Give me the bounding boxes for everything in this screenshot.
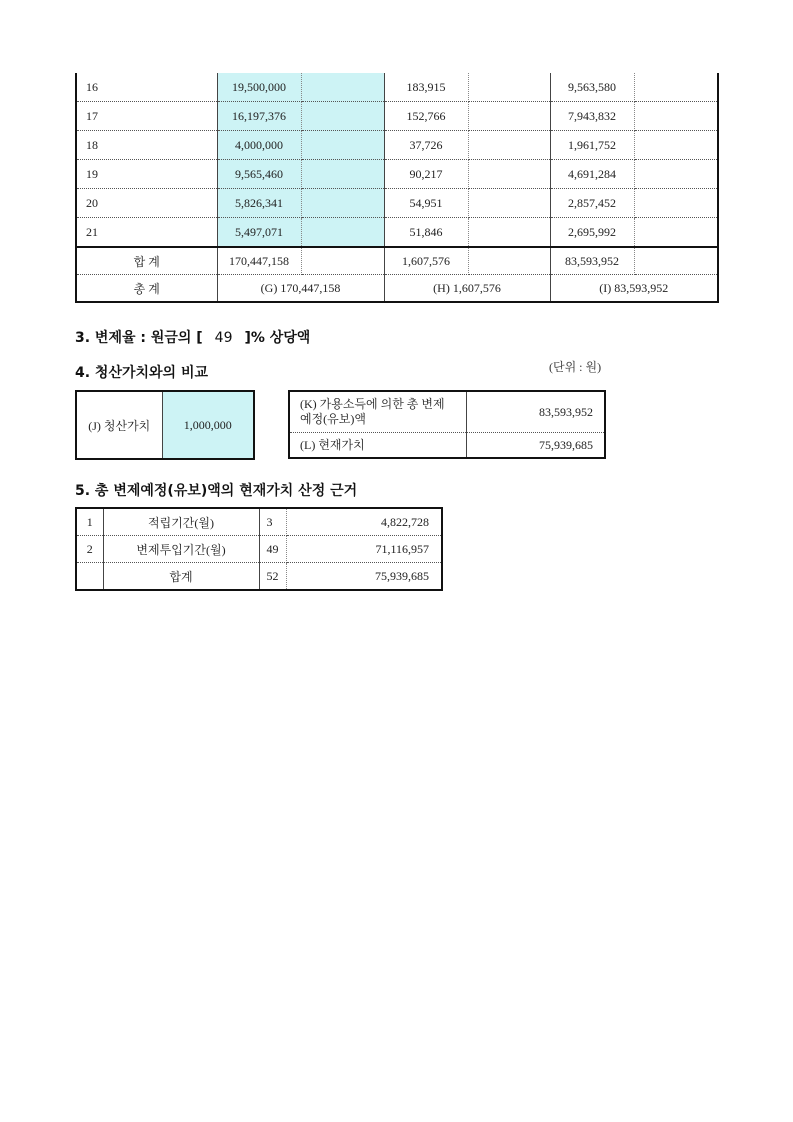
highlight-blank-cell: [301, 102, 384, 131]
unit-label: (단위 : 원): [549, 360, 602, 374]
table-row: [76, 102, 718, 131]
months-cell: 49: [259, 536, 286, 563]
total-repayment-label-line2: 예정(유보)액: [300, 412, 366, 426]
present-value: 75,939,685: [539, 437, 593, 452]
row-number: 20: [76, 189, 217, 218]
highlight-blank-cell: [301, 131, 384, 160]
principal-cell: 5,826,341: [217, 189, 301, 218]
interest-cell: 37,726: [384, 131, 468, 160]
table-row: [76, 73, 718, 102]
row-number: 1: [76, 508, 103, 536]
payment-cell: 4,691,284: [550, 160, 634, 189]
period-label: 변제투입기간(월): [103, 536, 259, 563]
table-row: [76, 563, 442, 591]
rate-value: 49: [214, 330, 233, 346]
repayment-value-table: [288, 390, 606, 459]
principal-cell: 5,497,071: [217, 218, 301, 248]
liquidation-value: 1,000,000: [162, 391, 254, 459]
principal-cell: 9,565,460: [217, 160, 301, 189]
rate-suffix: ]% 상당액: [244, 330, 311, 346]
blank-cell: [634, 189, 718, 218]
blank-cell: [468, 131, 550, 160]
blank-cell: [468, 189, 550, 218]
payment-cell: 2,857,452: [550, 189, 634, 218]
principal-cell: 19,500,000: [217, 73, 301, 102]
principal-cell: 4,000,000: [217, 131, 301, 160]
highlight-blank-cell: [301, 189, 384, 218]
grand-total-label: 총 계: [76, 275, 217, 303]
row-number: 17: [76, 102, 217, 131]
subtotal-row: [76, 247, 718, 275]
table-row: [76, 131, 718, 160]
row-number: 19: [76, 160, 217, 189]
amount-cell: 4,822,728: [286, 508, 442, 536]
blank-cell: [634, 247, 718, 275]
repayment-rate-heading: [75, 327, 310, 347]
amount-cell: 75,939,685: [375, 568, 429, 583]
total-repayment-value: 83,593,952: [466, 391, 605, 433]
interest-cell: 51,846: [384, 218, 468, 248]
interest-cell: 152,766: [384, 102, 468, 131]
interest-cell: 183,915: [384, 73, 468, 102]
payment-cell: 1,961,752: [550, 131, 634, 160]
payment-cell: 9,563,580: [550, 73, 634, 102]
repayment-table: [75, 73, 719, 303]
blank-cell: [468, 102, 550, 131]
rate-prefix: 3. 변제율 : 원금의 [: [75, 330, 203, 346]
total-repayment-label-line1: (K) 가용소득에 의한 총 변제: [300, 397, 445, 411]
interest-cell: 90,217: [384, 160, 468, 189]
present-value-label: (L) 현재가치: [289, 433, 466, 459]
months-cell: 52: [259, 563, 286, 591]
liquidation-value-label: (J) 청산가치: [76, 391, 162, 459]
payment-cell: 7,943,832: [550, 102, 634, 131]
row-number: 21: [76, 218, 217, 248]
months-cell: 3: [259, 508, 286, 536]
interest-cell: 54,951: [384, 189, 468, 218]
blank-cell: [634, 218, 718, 248]
total-repayment-label: [289, 391, 466, 433]
blank-cell: [301, 247, 384, 275]
table-row: [76, 189, 718, 218]
amount-cell: 71,116,957: [286, 536, 442, 563]
blank-cell: [634, 102, 718, 131]
blank-cell: [634, 160, 718, 189]
row-number: 16: [76, 73, 217, 102]
principal-cell: 16,197,376: [217, 102, 301, 131]
blank-cell: [468, 218, 550, 248]
highlight-blank-cell: [301, 73, 384, 102]
grand-total-row: [76, 275, 718, 303]
subtotal-payment: 83,593,952: [550, 247, 634, 275]
table-row: [76, 218, 718, 248]
table-row: [76, 508, 442, 536]
subtotal-label: 합 계: [76, 247, 217, 275]
blank-cell: [468, 160, 550, 189]
blank-cell: [634, 73, 718, 102]
payment-cell: 2,695,992: [550, 218, 634, 248]
present-value-basis-heading: 5. 총 변제예정(유보)액의 현재가치 산정 근거: [75, 483, 358, 499]
highlight-blank-cell: [301, 160, 384, 189]
row-number: 2: [76, 536, 103, 563]
period-label: 합계: [103, 563, 259, 591]
comparison-heading: 4. 청산가치와의 비교: [75, 365, 208, 381]
grand-total-i: (I) 83,593,952: [599, 280, 669, 295]
blank-cell: [634, 131, 718, 160]
highlight-blank-cell: [301, 218, 384, 248]
blank-cell: [468, 73, 550, 102]
present-value-basis-table: [75, 507, 443, 591]
subtotal-principal: 170,447,158: [217, 247, 301, 275]
table-row: [76, 536, 442, 563]
liquidation-value-table: [75, 390, 255, 460]
period-label: 적립기간(월): [103, 508, 259, 536]
row-number: 18: [76, 131, 217, 160]
subtotal-interest: 1,607,576: [384, 247, 468, 275]
row-number: [76, 563, 103, 591]
blank-cell: [468, 247, 550, 275]
table-row: [76, 160, 718, 189]
grand-total-g: (G) 170,447,158: [217, 275, 384, 303]
grand-total-h: (H) 1,607,576: [384, 275, 550, 303]
